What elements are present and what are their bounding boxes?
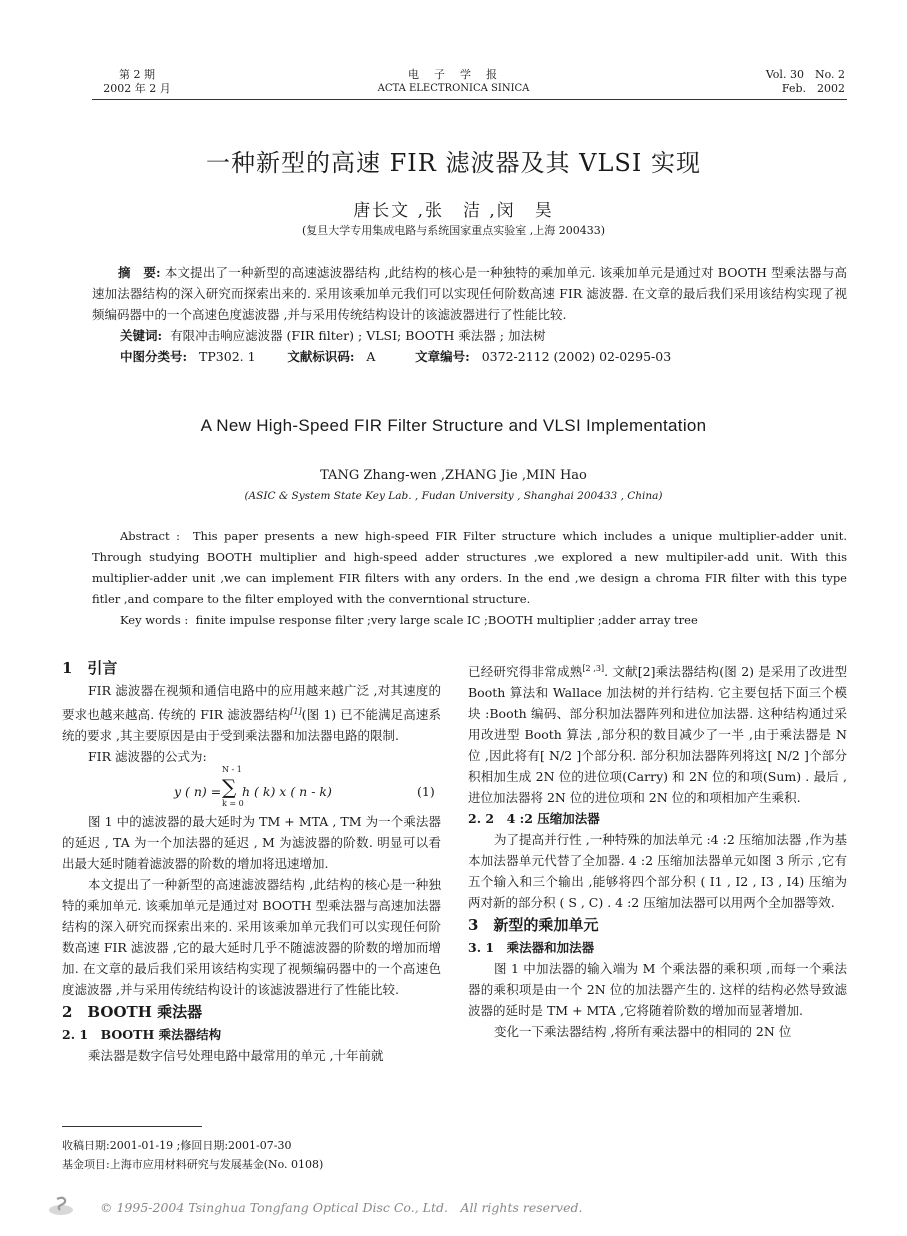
- abstract-label: 摘 要:: [118, 265, 161, 280]
- doc-label: 文献标识码:: [287, 349, 355, 364]
- abstract-en: [92, 526, 847, 631]
- section-1-para-1-text-b: (图 1) 已不能满足高速系统的要求 ,其主要原因是由于受到乘法器和加法器电路的限制.: [62, 707, 441, 744]
- paper-authors: 唐长文 ,张 洁 ,闵 昊: [353, 201, 554, 221]
- paper-affiliation: (复旦大学专用集成电路与系统国家重点实验室 ,上海 200433): [301, 224, 606, 237]
- keywords-cn: [92, 325, 847, 346]
- keywords-en-label: Key words :: [120, 613, 189, 627]
- volume-info: [766, 68, 845, 96]
- english-authors: TANG Zhang-wen ,ZHANG Jie ,MIN Hao: [320, 468, 587, 483]
- footnote-fund: 基金项目:上海市应用材料研究与发展基金(No. 0108): [62, 1158, 324, 1171]
- section-3-1-para-2: 变化一下乘法器结构 ,将所有乘法器中的相同的 2N 位: [494, 1024, 792, 1040]
- section-2-2-title: 2. 2 4 :2 压缩加法器: [468, 811, 600, 827]
- clc-value: TP302. 1: [199, 349, 256, 364]
- classification-line: [92, 346, 847, 367]
- abstract-en-text: This paper presents a new high-speed FIR Filter structure which includes a unique multiplier-adder unit. Through studying BOOTH multiplier and high-speed adder structures ,we explored a new multipiler-add unit. With this multiplier-adder unit ,we can implement FIR filters with any orders. In the end ,we design a chroma FIR filter with this type fitler ,and compare to the filter employed with the converntional structure.: [92, 529, 848, 606]
- section-1-para-3: 图 1 中的滤波器的最大延时为 TM + MTA , TM 为一个乘法器的延迟 , TA 为一个加法器的延迟 , M 为滤波器的阶数. 明显可以看出最大延时随着滤波器的阶数的增加将迅速增加.: [62, 814, 441, 872]
- volume-number: Vol. 30 No. 2: [765, 68, 845, 81]
- keywords-en: [92, 610, 847, 631]
- issue-number: 第 2 期: [119, 68, 155, 81]
- section-3-title: 3 新型的乘加单元: [468, 916, 599, 935]
- sum-upper-limit: N - 1: [222, 765, 242, 775]
- footnote-rule: [62, 1126, 202, 1127]
- citation-2-3: [2 ,3]: [582, 664, 605, 673]
- journal-name-en: ACTA ELECTRONICA SINICA: [377, 83, 530, 94]
- keywords-en-text: finite impulse response filter ;very large scale IC ;BOOTH multiplier ;adder array tree: [195, 613, 698, 627]
- article-label: 文章编号:: [415, 349, 470, 364]
- section-1-para-2: FIR 滤波器的公式为:: [88, 749, 207, 765]
- section-2-1-para-2: [468, 658, 847, 808]
- keywords-text: 有限冲击响应滤波器 (FIR filter) ; VLSI; BOOTH 乘法器 ; 加法树: [170, 328, 546, 343]
- footnote-received: 收稿日期:2001-01-19 ;修回日期:2001-07-30: [62, 1139, 292, 1152]
- article-value: 0372-2112 (2002) 02-0295-03: [481, 349, 672, 364]
- section-3-1-title: 3. 1 乘法器和加法器: [468, 940, 595, 956]
- publisher-logo-icon: [48, 1195, 74, 1217]
- section-2-title: 2 BOOTH 乘法器: [62, 1003, 203, 1022]
- section-1-para-4: 本文提出了一种新型的高速滤波器结构 ,此结构的核心是一种独特的乘加单元. 该乘加单元是通过对 BOOTH 型乘法器与高速加法器结构的深入研究而探索出来的. 采用该乘加单元我们可以实现任何阶数高速 FIR 滤波器 ,它的最大延时几乎不随滤波器的阶数的增加而增加. 在文章的最后我们采用该结构实现了视频编码器中的一个高速色度滤波器 ,并与采用传统结构设计的该滤波器进行了性能比较.: [62, 877, 441, 998]
- keywords-label: 关键词:: [120, 328, 163, 343]
- abstract-cn: [92, 262, 847, 367]
- journal-name-cn: 电 子 学 报: [408, 68, 499, 81]
- copyright-notice: © 1995-2004 Tsinghua Tongfang Optical Disc Co., Ltd. All rights reserved.: [100, 1200, 583, 1215]
- right-column: [468, 658, 847, 1042]
- sum-lower-limit: k = 0: [222, 799, 244, 809]
- paper-title: 一种新型的高速 FIR 滤波器及其 VLSI 实现: [206, 149, 701, 177]
- abstract-en-label: Abstract :: [120, 529, 180, 543]
- english-title: A New High-Speed FIR Filter Structure and VLSI Implementation: [200, 416, 707, 435]
- volume-date: Feb. 2002: [781, 82, 845, 95]
- english-affiliation: (ASIC & System State Key Lab. , Fudan University , Shanghai 200433 , China): [244, 490, 663, 502]
- equation-number: (1): [417, 784, 435, 800]
- left-column: [62, 656, 441, 1066]
- section-2-1-title: 2. 1 BOOTH 乘法器结构: [62, 1027, 222, 1043]
- equation-1: [62, 767, 441, 811]
- abstract-text: 本文提出了一种新型的高速滤波器结构 ,此结构的核心是一种独特的乘加单元. 该乘加单元是通过对 BOOTH 型乘法器与高速加法器结构的深入研究而探索出来的. 采用该乘加单元我们可以实现任何阶数高速 FIR 滤波器. 在文章的最后我们采用该结构实现了视频编码器中的一个高速色度滤波器 ,并与采用传统结构设计的该滤波器进行了性能比较.: [92, 265, 847, 322]
- section-1-para-1-text-a: FIR 滤波器在视频和通信电路中的应用越来越广泛 ,对其速度的要求也越来越高. 传统的 FIR 滤波器结构: [62, 683, 441, 723]
- equation-rhs: h ( k) x ( n - k): [242, 784, 332, 800]
- section-1-para-1: [62, 680, 441, 746]
- clc-label: 中图分类号:: [120, 349, 188, 364]
- summation-icon: ∑: [222, 775, 237, 800]
- section-1-title: 1 引言: [62, 659, 118, 677]
- equation-lhs: y ( n) =: [174, 784, 222, 800]
- section-2-1-para-2-text-b: . 文献[2]乘法器结构(图 2) 是采用了改进型 Booth 算法和 Wallace 加法树的并行结构. 它主要包括下面三个模块 :Booth 编码、部分积加法器阵列和进位加法器. 这种结构通过采用改进型 Booth 算法 ,部分积的数目减少了一半 ,由于乘法器是 N 位 ,因此将有[ N/2 ]个部分积. 部分积加法器阵列将这[ N/2 ]个部分积相加生成 2N 位的进位项(Carry) 和 2N 位的和项(Sum) . 最后 ,进位加法器将 2N 位的进位项和 2N 位的和项相加产生乘积.: [468, 664, 847, 806]
- section-2-1-para-1: 乘法器是数字信号处理电路中最常用的单元 ,十年前就: [88, 1048, 384, 1064]
- footnote: [62, 1136, 323, 1174]
- header-rule: [92, 99, 847, 100]
- section-3-1-para-1: 图 1 中加法器的输入端为 M 个乘法器的乘积项 ,而每一个乘法器的乘积项是由一个 2N 位的加法器产生的. 这样的结构必然导致滤波器的延时是 TM + MTA ,它将随着阶数的增加而显著增加.: [468, 961, 847, 1019]
- doc-value: A: [366, 349, 376, 364]
- citation-1: [1]: [290, 707, 302, 716]
- section-2-2-para-1: 为了提高并行性 ,一种特殊的加法单元 :4 :2 压缩加法器 ,作为基本加法器单元代替了全加器. 4 :2 压缩加法器单元如图 3 所示 ,它有五个输入和三个输出 ,能够将四个部分积 ( I1 , I2 , I3 , I4) 压缩为两对新的部分积 ( S , C) . 4 :2 压缩加法器可以用两个全加器等效.: [468, 832, 847, 911]
- issue-date: 2002 年 2 月: [103, 82, 171, 95]
- section-2-1-para-2-text-a: 已经研究得非常成熟: [468, 664, 583, 680]
